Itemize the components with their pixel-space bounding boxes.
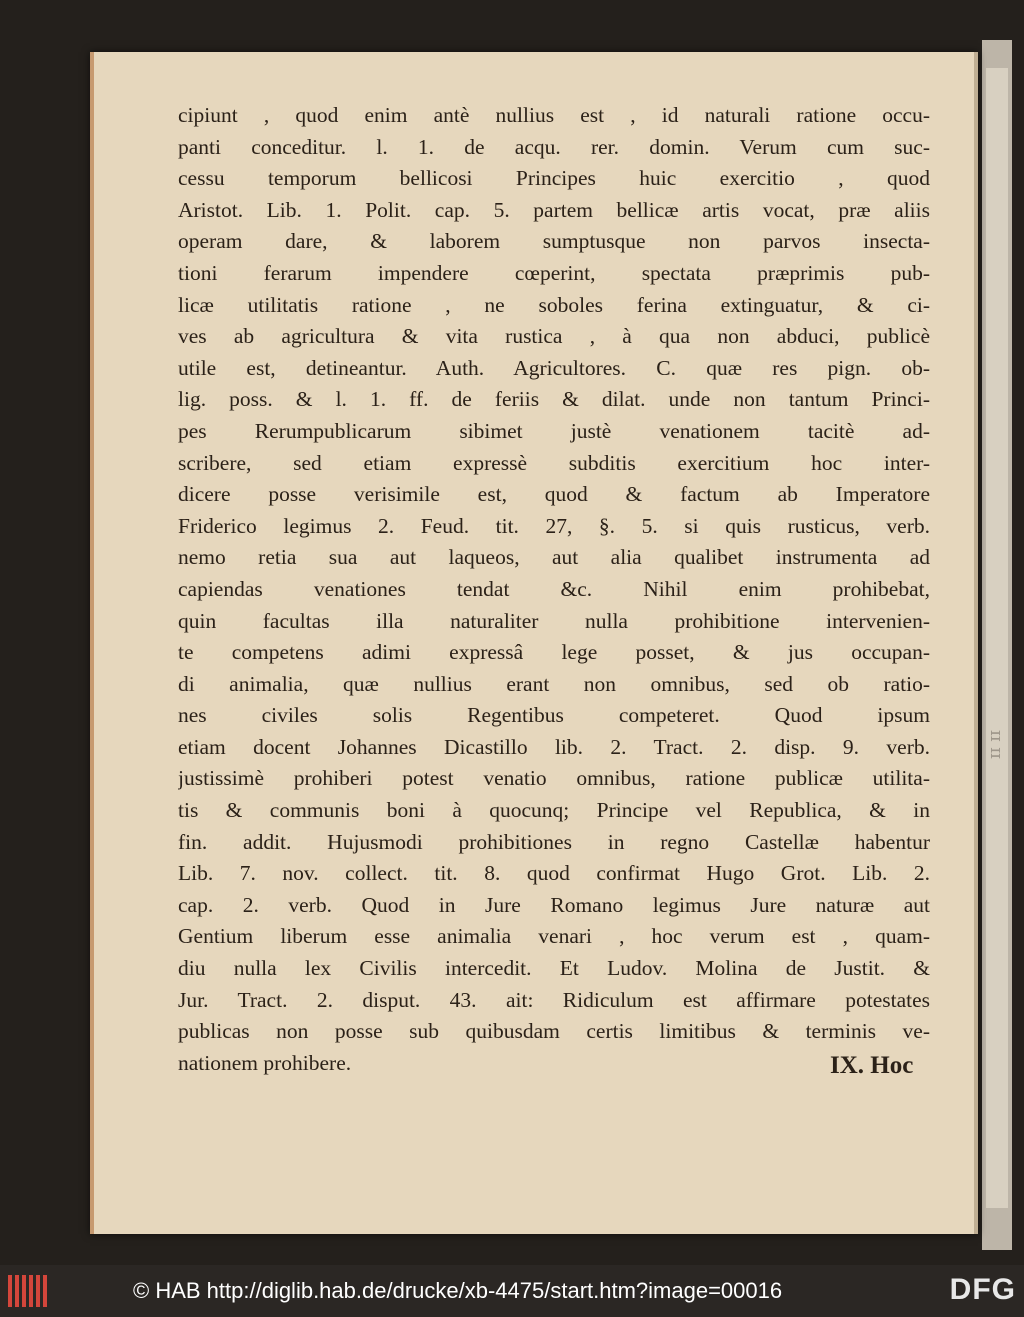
footer-copyright-url[interactable]: © HAB http://diglib.hab.de/drucke/xb-4475/start.htm?image=00016 xyxy=(133,1278,783,1303)
text-line: lig. poss. & l. 1. ff. de feriis & dilat. unde non tantum Princi- xyxy=(178,387,930,412)
page-right-edge xyxy=(974,52,978,1234)
text-line: nationem prohibere. xyxy=(178,1050,352,1075)
text-line: publicas non posse sub quibusdam certis limitibus & terminis ve- xyxy=(178,1019,930,1044)
text-line: cessu temporum bellicosi Principes huic exercitio , quod xyxy=(178,166,930,191)
text-line: diu nulla lex Civilis intercedit. Et Ludov. Molina de Justit. & xyxy=(178,956,930,981)
text-line: capiendas venationes tendat &c. Nihil enim prohibebat, xyxy=(178,576,930,601)
text-line: Gentium liberum esse animalia venari , hoc verum est , quam- xyxy=(178,924,930,949)
text-line: panti conceditur. l. 1. de acqu. rer. domin. Verum cum suc- xyxy=(178,134,930,159)
text-line: cipiunt , quod enim antè nullius est , id naturali ratione occu- xyxy=(178,103,930,127)
text-line: nes civiles solis Regentibus competeret. Quod ipsum xyxy=(178,703,930,728)
text-line: utile est, detineantur. Auth. Agricultores. C. quæ res pign. ob- xyxy=(178,355,930,380)
text-line: pes Rerumpublicarum sibimet justè venationem tacitè ad- xyxy=(178,418,930,443)
text-line: justissimè prohiberi potest venatio omnibus, ratione publicæ utilita- xyxy=(178,766,930,791)
catchword: IX. Hoc xyxy=(830,1052,914,1079)
barcode-icon xyxy=(8,1275,50,1307)
facing-page-mark: ɪɪ ɪɪ xyxy=(986,730,1007,759)
text-line: Aristot. Lib. 1. Polit. cap. 5. partem bellicæ artis vocat, præ aliis xyxy=(178,197,930,222)
text-line: tioni ferarum impendere cœperint, spectata præprimis pub- xyxy=(178,260,930,285)
text-line: fin. addit. Hujusmodi prohibitiones in regno Castellæ habentur xyxy=(178,829,930,854)
text-line: quin facultas illa naturaliter nulla prohibitione intervenien- xyxy=(178,608,930,633)
text-line: di animalia, quæ nullius erant non omnibus, sed ob ratio- xyxy=(178,671,930,696)
facing-page-inner xyxy=(986,68,1008,1208)
footer-bar xyxy=(0,1265,1024,1317)
page-body-text xyxy=(178,100,930,1079)
text-line: te competens adimi expressâ lege posset, & jus occupan- xyxy=(178,640,930,665)
text-line: tis & communis boni à quocunq; Principe vel Republica, & in xyxy=(178,798,930,823)
text-line: Jur. Tract. 2. disput. 43. ait: Ridiculum est affirmare potestates xyxy=(178,987,930,1012)
text-line: licæ utilitatis ratione , ne soboles ferina extinguatur, & ci- xyxy=(178,292,930,317)
page-left-edge xyxy=(90,52,94,1234)
text-line: ves ab agricultura & vita rustica , à qua non abduci, publicè xyxy=(178,324,930,349)
dfg-logo: DFG xyxy=(949,1273,1016,1306)
text-line: scribere, sed etiam expressè subditis exercitium hoc inter- xyxy=(178,450,930,475)
text-line: cap. 2. verb. Quod in Jure Romano legimus Jure naturæ aut xyxy=(178,892,930,917)
text-line: operam dare, & laborem sumptusque non parvos insecta- xyxy=(178,229,930,254)
text-line: dicere posse verisimile est, quod & factum ab Imperatore xyxy=(178,482,930,507)
text-line: Lib. 7. nov. collect. tit. 8. quod confirmat Hugo Grot. Lib. 2. xyxy=(178,861,930,886)
text-line: nemo retia sua aut laqueos, aut alia qualibet instrumenta ad xyxy=(178,545,930,570)
text-line: Friderico legimus 2. Feud. tit. 27, §. 5. si quis rusticus, verb. xyxy=(178,513,930,538)
text-line: etiam docent Johannes Dicastillo lib. 2. Tract. 2. disp. 9. verb. xyxy=(178,734,930,759)
